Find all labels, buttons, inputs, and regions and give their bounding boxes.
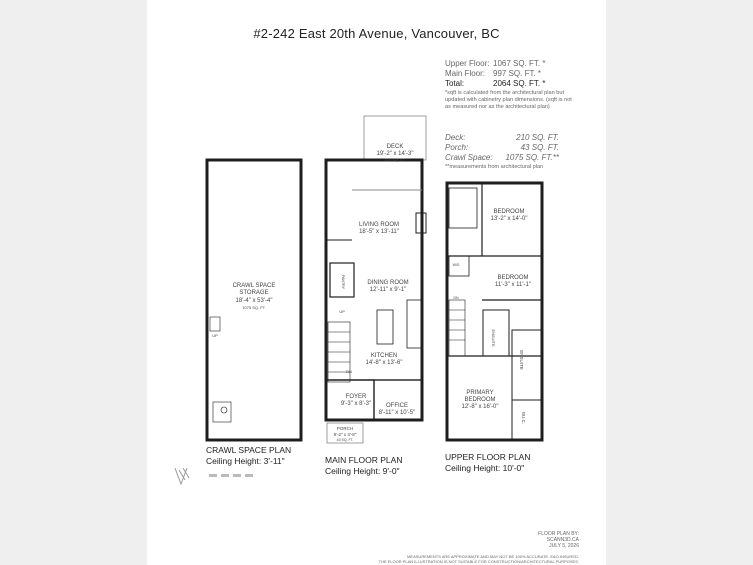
measurement-note: **measurements from architectural plan bbox=[445, 164, 544, 170]
bedroom-1-name: BEDROOM bbox=[493, 209, 525, 215]
upper-stair bbox=[449, 300, 465, 356]
upper-floor-value: 1067 SQ. FT. * bbox=[493, 59, 546, 68]
foyer-dim: 9'-3" x 8'-3" bbox=[340, 401, 372, 407]
upper-floor-label: Upper Floor: bbox=[445, 59, 490, 68]
crawl-space-plan-name: CRAWL SPACE PLAN bbox=[206, 445, 292, 455]
primary-bedroom-dim: 12'-8" x 16'-0" bbox=[461, 404, 499, 410]
upper-bath-outline bbox=[449, 188, 477, 228]
porch-name: PORCH bbox=[336, 426, 354, 431]
living-room-dim: 18'-5" x 13'-11" bbox=[359, 229, 399, 235]
bedroom-2-name: BEDROOM bbox=[497, 275, 529, 281]
porch-label: Porch: bbox=[445, 143, 469, 152]
crawl-space-plan-label bbox=[206, 445, 291, 467]
deck-label: Deck: bbox=[445, 133, 466, 142]
main-dn-label: DN bbox=[346, 369, 352, 374]
walk-in-closet-label: W.I.C. bbox=[521, 411, 526, 425]
ensuite-2-label: ENSUITE bbox=[519, 350, 524, 370]
walk-in-closet-outline bbox=[512, 400, 542, 440]
floor-plan-drawings bbox=[147, 0, 606, 565]
company-logo-icon bbox=[175, 468, 189, 484]
office-name: OFFICE bbox=[386, 403, 408, 409]
porch-area: 43 SQ. FT. bbox=[336, 438, 354, 442]
laundry-label: W/D bbox=[452, 263, 460, 267]
primary-bedroom-name-2: BEDROOM bbox=[464, 397, 496, 403]
main-floor-plan-name: MAIN FLOOR PLAN bbox=[325, 455, 403, 465]
office-dim: 8'-11" x 10'-5" bbox=[378, 410, 416, 416]
living-room-name: LIVING ROOM bbox=[358, 222, 400, 228]
upper-floor-plan-name: UPPER FLOOR PLAN bbox=[445, 452, 531, 462]
disclaimer-line-2: THE FLOOR PLAN ILLUSTRATION IS NOT SUITABLE FOR CONSTRUCTION/ARCHITECTURAL PURPOSES. bbox=[378, 559, 579, 564]
plan-credit bbox=[538, 531, 579, 549]
crawl-space-area: 1075 SQ. FT. bbox=[242, 305, 266, 310]
porch-value: 43 SQ. FT. bbox=[520, 143, 559, 152]
credit-date: JULY 5, 2026 bbox=[549, 543, 579, 549]
total-value: 2064 SQ. FT. * bbox=[493, 79, 546, 88]
deck-dim: 19'-2" x 14'-3" bbox=[376, 151, 414, 157]
crawl-space-dim: 18'-4" x 53'-4" bbox=[235, 298, 273, 304]
deck-value: 210 SQ. FT. bbox=[516, 133, 559, 142]
disclaimer bbox=[379, 554, 579, 564]
main-up-label: UP bbox=[339, 309, 345, 314]
page-title: #2-242 East 20th Avenue, Vancouver, BC bbox=[253, 26, 500, 41]
main-floor-ceiling: Ceiling Height: 9'-0" bbox=[325, 466, 400, 476]
dining-room-name: DINING ROOM bbox=[367, 280, 409, 286]
credit-by: FLOOR PLAN BY: bbox=[538, 531, 579, 537]
upper-floor-plan-label bbox=[445, 452, 531, 474]
kitchen-island bbox=[377, 310, 393, 344]
crawl-space-ceiling: Ceiling Height: 3'-11" bbox=[206, 456, 285, 466]
scale-bar-icon bbox=[209, 474, 253, 477]
bedroom-2-dim: 11'-3" x 11'-1" bbox=[494, 282, 532, 288]
total-label: Total: bbox=[445, 79, 465, 88]
upper-dn-label: DN bbox=[453, 296, 459, 300]
bedroom-1-dim: 13'-2" x 14'-0" bbox=[490, 216, 528, 222]
crawl-space-value: 1075 SQ. FT.** bbox=[505, 153, 559, 162]
kitchen-counter bbox=[407, 300, 421, 348]
sqft-note: *sqft is calculated from the architectural plan but updated with cabinetry plan dimensions. (sqft is not as measured nor as the architectural plan) bbox=[445, 90, 572, 110]
crawl-space-label: Crawl Space: bbox=[445, 153, 493, 162]
deck-area: 210 SQ. FT. bbox=[384, 157, 406, 162]
porch-dim: 9'-2" x 4'-8" bbox=[333, 432, 357, 437]
disclaimer-line-1: MEASUREMENTS ARE APPROXIMATE AND MAY NOT BE 100% ACCURATE. E&O INSURED. bbox=[407, 554, 579, 559]
crawl-space-name-2: STORAGE bbox=[239, 290, 269, 296]
crawl-space-name: CRAWL SPACE bbox=[232, 283, 276, 289]
dining-room-dim: 12'-11" x 9'-1" bbox=[369, 287, 407, 293]
primary-bedroom-name: PRIMARY bbox=[466, 390, 494, 396]
pantry-label: PANTRY bbox=[341, 275, 345, 289]
main-floor-value: 997 SQ. FT. * bbox=[493, 69, 542, 78]
kitchen-dim: 14'-8" x 13'-6" bbox=[365, 360, 403, 366]
floor-plan-sheet bbox=[147, 0, 606, 565]
crawl-vent-icon bbox=[221, 407, 227, 413]
upper-floor-ceiling: Ceiling Height: 10'-0" bbox=[445, 463, 525, 473]
ensuite-1-label: ENSUITE bbox=[491, 329, 496, 347]
foyer-name: FOYER bbox=[345, 394, 367, 400]
deck-name: DECK bbox=[386, 144, 404, 150]
crawl-up-label: UP bbox=[212, 333, 218, 338]
main-floor-plan-label bbox=[325, 455, 402, 477]
crawl-stair-icon bbox=[210, 317, 220, 331]
kitchen-name: KITCHEN bbox=[370, 353, 398, 359]
ensuite-2-outline bbox=[512, 330, 542, 400]
credit-company: SCANN3D.CA bbox=[546, 537, 579, 543]
main-floor-label: Main Floor: bbox=[445, 69, 486, 78]
